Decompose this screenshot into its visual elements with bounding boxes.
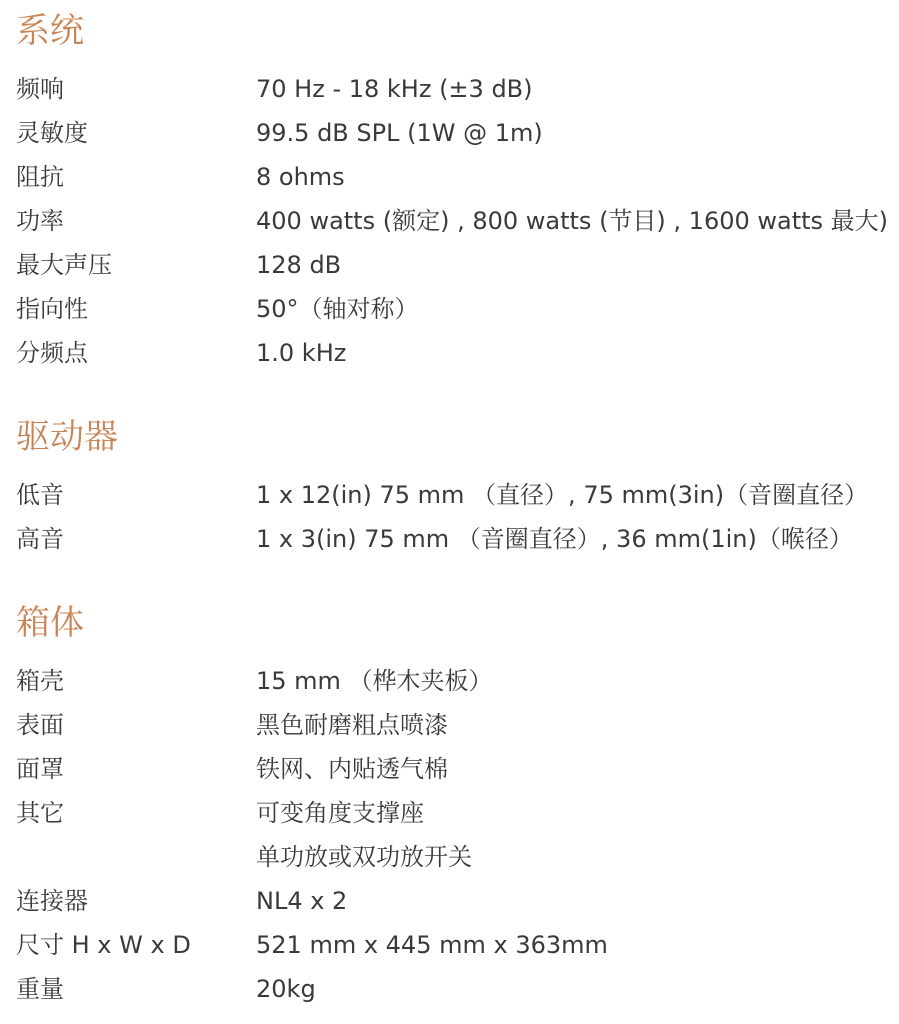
spec-label: 连接器	[16, 887, 88, 915]
spec-row-impedance	[16, 155, 896, 199]
spec-value: 400 watts (额定) , 800 watts (节目) , 1600 watts 最大)	[256, 207, 889, 235]
spec-row-tweeter	[16, 517, 896, 561]
spec-label: 阻抗	[16, 163, 64, 191]
spec-value: 521 mm x 445 mm x 363mm	[256, 931, 608, 959]
spec-value: 70 Hz - 18 kHz (±3 dB)	[256, 75, 533, 103]
spec-label: 最大声压	[16, 251, 112, 279]
spec-label: 高音	[16, 525, 64, 553]
spec-value: 1.0 kHz	[256, 339, 347, 367]
spec-label: 表面	[16, 711, 64, 739]
spec-row-cabinet	[16, 659, 896, 703]
spec-row-frequency-response	[16, 67, 896, 111]
spec-row-sensitivity	[16, 111, 896, 155]
spec-value: 可变角度支撑座	[256, 799, 424, 827]
spec-label: 频响	[16, 75, 64, 103]
spec-row-crossover	[16, 331, 896, 375]
spec-row-weight	[16, 967, 896, 1011]
section-title-drivers: 驱动器	[16, 417, 118, 457]
spec-label: 箱壳	[16, 667, 64, 695]
spec-value: 50°（轴对称）	[256, 295, 419, 323]
spec-row-other	[16, 791, 896, 835]
spec-label: 其它	[16, 799, 64, 827]
spec-row-power	[16, 199, 896, 243]
spec-row-max-spl	[16, 243, 896, 287]
spec-row-grille	[16, 747, 896, 791]
spec-value: 99.5 dB SPL (1W @ 1m)	[256, 119, 543, 147]
spec-value: 8 ohms	[256, 163, 345, 191]
spec-value: 单功放或双功放开关	[256, 843, 472, 871]
spec-value: NL4 x 2	[256, 887, 348, 915]
spec-label: 灵敏度	[16, 119, 88, 147]
spec-value: 128 dB	[256, 251, 342, 279]
spec-row-dimensions	[16, 923, 896, 967]
spec-label: 功率	[16, 207, 64, 235]
section-title-enclosure: 箱体	[16, 603, 84, 643]
spec-label: 面罩	[16, 755, 64, 783]
spec-row-woofer	[16, 473, 896, 517]
spec-label: 尺寸 H x W x D	[16, 931, 191, 959]
spec-label: 重量	[16, 975, 64, 1003]
spec-value: 20kg	[256, 975, 316, 1003]
spec-value: 15 mm （桦木夹板）	[256, 667, 493, 695]
spec-label: 低音	[16, 481, 64, 509]
spec-value: 1 x 3(in) 75 mm （音圈直径）, 36 mm(1in)（喉径）	[256, 525, 853, 553]
spec-label: 分频点	[16, 339, 88, 367]
section-title-system: 系统	[16, 11, 84, 51]
spec-value: 铁网、内贴透气棉	[256, 755, 448, 783]
spec-row-other-continued	[16, 835, 896, 879]
spec-value: 黑色耐磨粗点喷漆	[256, 711, 448, 739]
spec-value: 1 x 12(in) 75 mm （直径）, 75 mm(3in)（音圈直径）	[256, 481, 869, 509]
spec-label: 指向性	[16, 295, 88, 323]
spec-row-connectors	[16, 879, 896, 923]
spec-row-finish	[16, 703, 896, 747]
spec-row-directivity	[16, 287, 896, 331]
